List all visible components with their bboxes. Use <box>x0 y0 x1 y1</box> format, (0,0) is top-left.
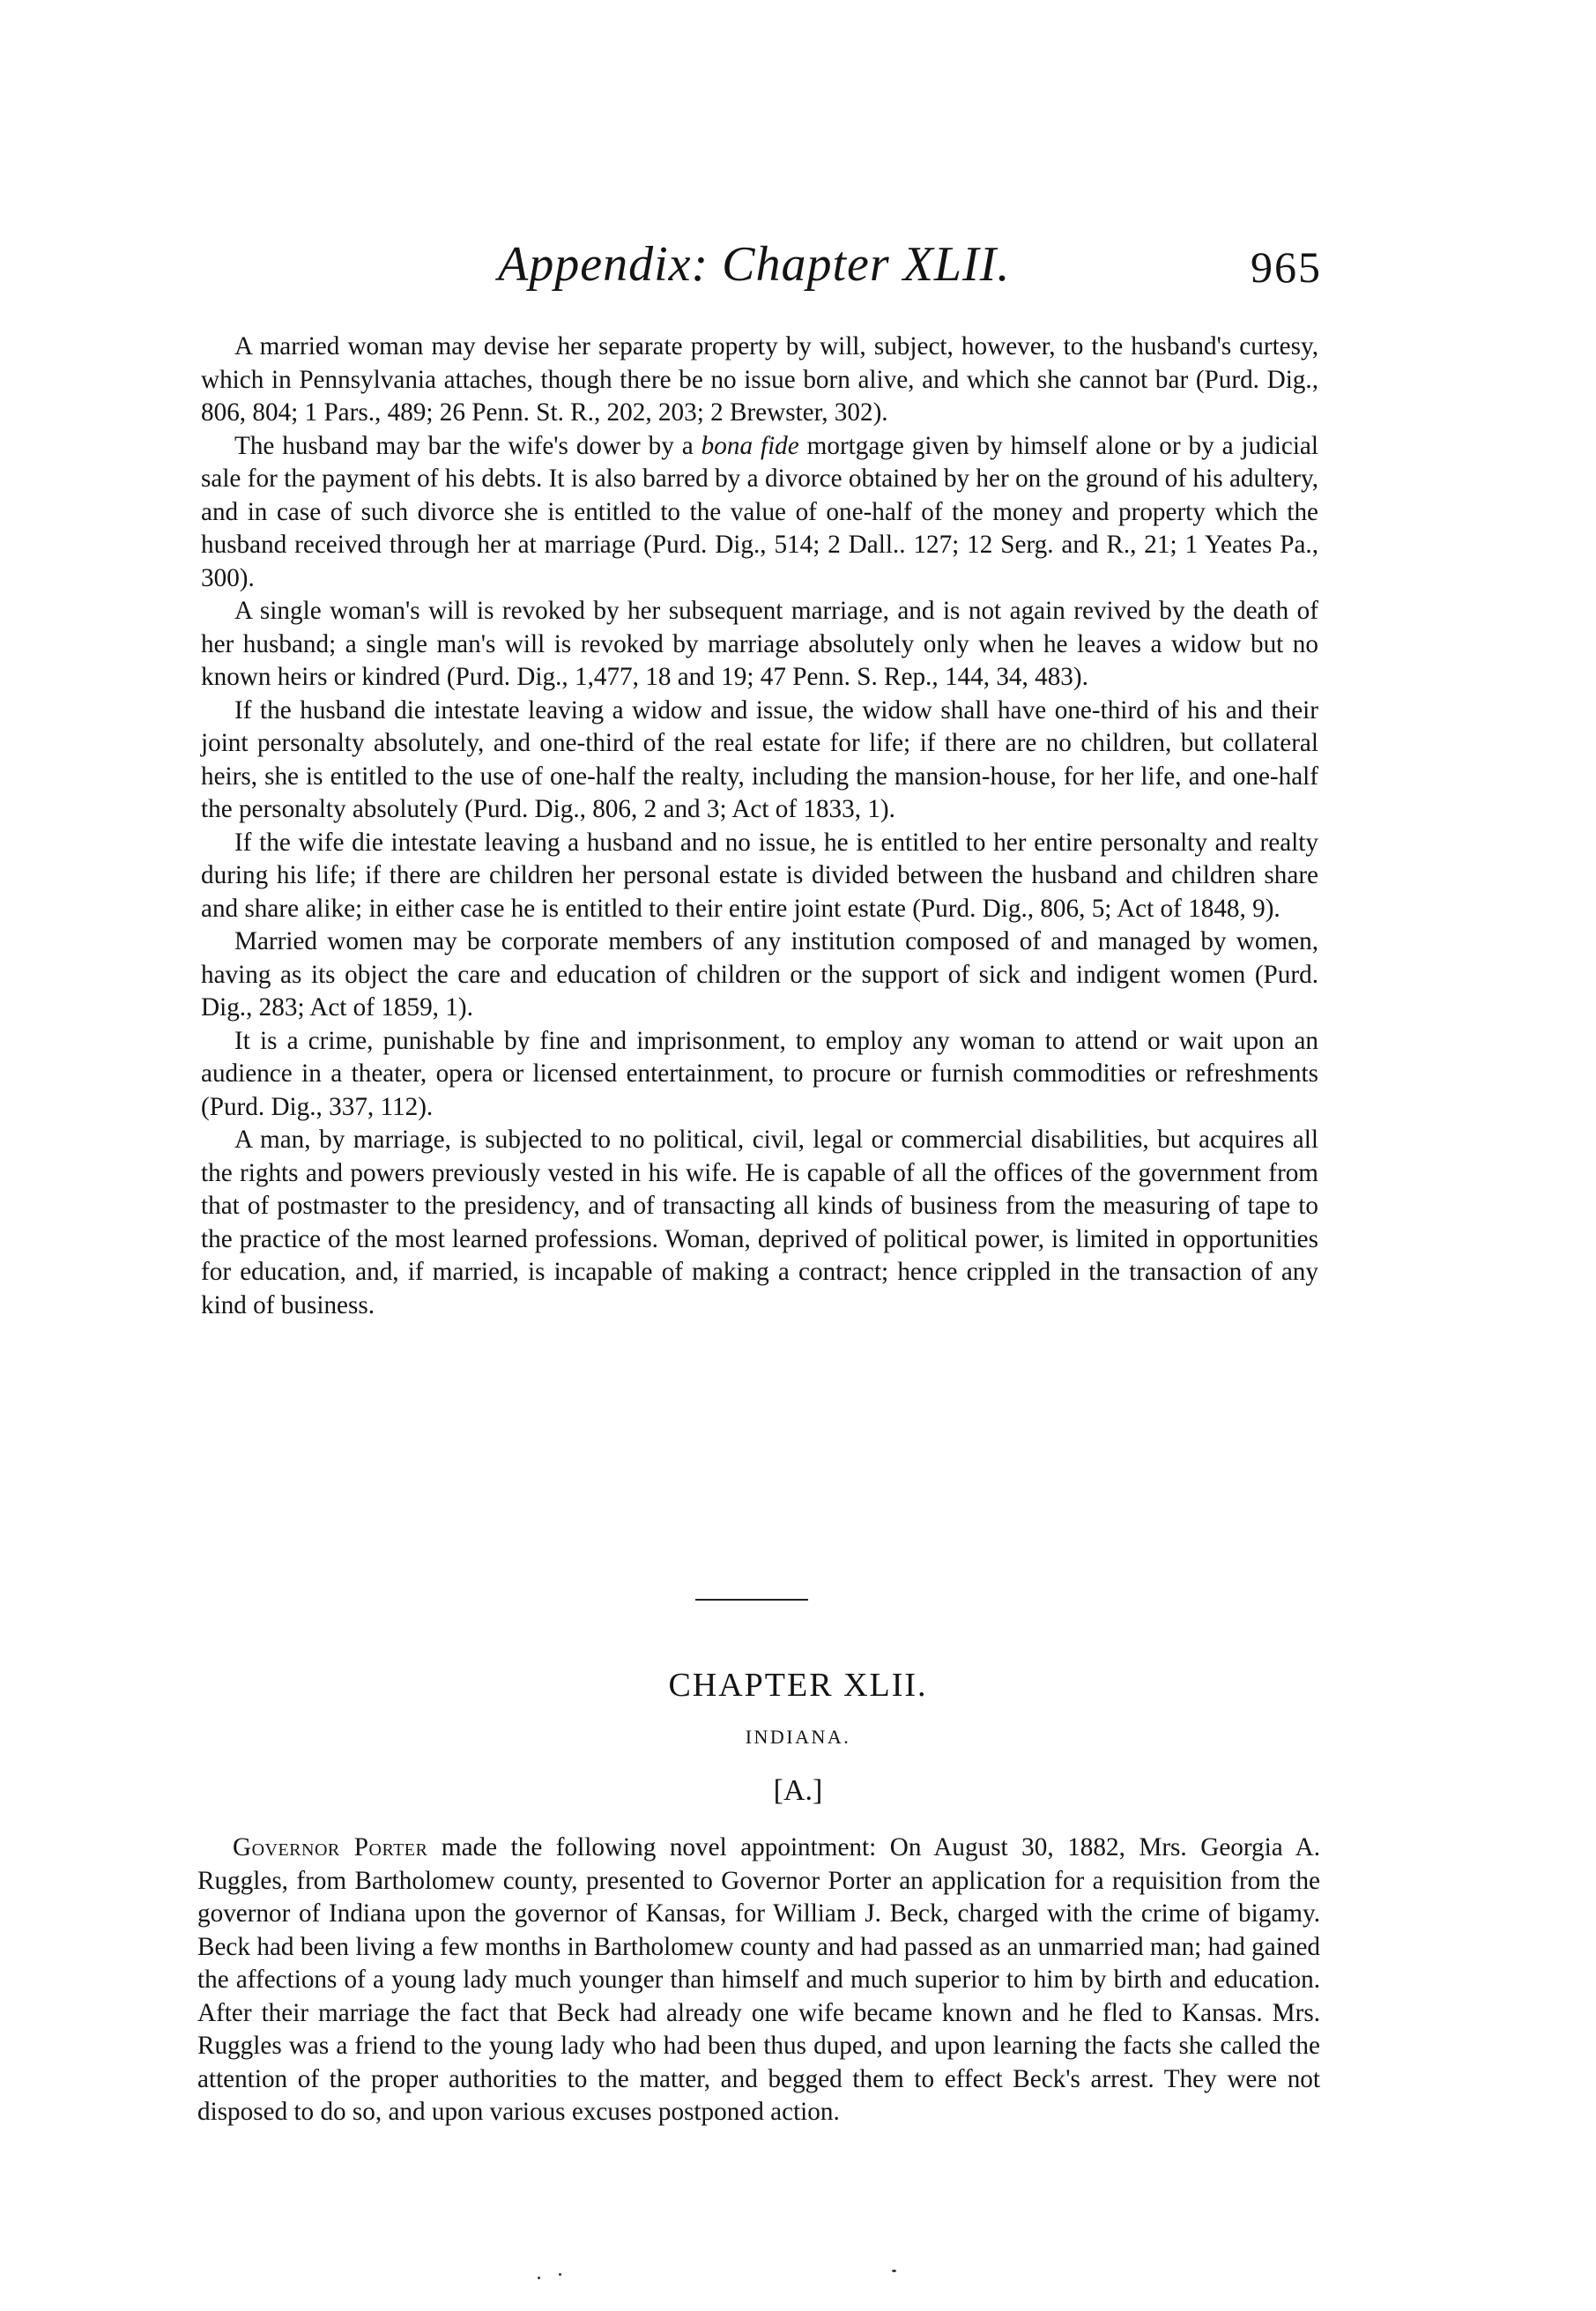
paragraph-dower-bar <box>201 430 1318 596</box>
paragraph-husband-intestate: If the husband die intestate leaving a widow and issue, the widow shall have one-third of his and their joint personalty absolutely, and one-third of the real estate for life; if there are no children, but collateral heirs, she is entitled to the use of one-half the realty, including the mansion-house, for her life, and one-half the personalty absolutely (Purd. Dig., 806, 2 and 3; Act of 1833, 1). <box>201 695 1318 823</box>
paragraph-governor-porter-text: made the following novel appointment: On August 30, 1882, Mrs. Georgia A. Ruggles, from Bartholomew county, presented to Governor Porter an application for a requisition from the governor of Indiana upon the governor of Kansas, for William J. Beck, charged with the crime of bigamy. Beck had been living a few months in Bartholomew county and had passed as an unmarried man; had gained the affections of a young lady much younger than himself and much superior to him by birth and education. After their marriage the fact that Beck had already one wife became known and he fled to Kansas. Mrs. Ruggles was a friend to the young lady who had been thus duped, and upon learning the facts she called the attention of the proper authorities to the matter, and begged them to effect Beck's arrest. They were not disposed to do so, and upon various excuses postponed action. <box>197 1833 1321 2126</box>
running-title: Appendix: Chapter XLII. <box>498 237 1011 292</box>
paragraph-wife-intestate: If the wife die intestate leaving a husband and no issue, he is entitled to her entire personalty and realty during his life; if there are children her personal estate is divided between the husband and children share and share alike; in either case he is entitled to their entire joint estate (Purd. Dig., 806, 5; Act of 1848, 9). <box>201 828 1318 923</box>
bona-fide-italic: bona fide <box>701 431 799 460</box>
governor-porter-smallcaps: Governor Porter <box>233 1833 428 1861</box>
print-speck <box>892 2270 896 2272</box>
page-number: 965 <box>1251 242 1322 292</box>
print-speck <box>559 2273 561 2276</box>
paragraph-corporate-members: Married women may be corporate members of any institution composed of and managed by women, having as its object the care and education of children or the support of sick and indigent women (Purd. Dig., 283; Act of 1859, 1). <box>201 927 1318 1022</box>
paragraph-dower-bar-start: The husband may bar the wife's dower by a <box>234 431 701 460</box>
print-speck <box>538 2277 540 2279</box>
paragraph-will-revoked: A single woman's will is revoked by her subsequent marriage, and is not again revived by the death of her husband; a single man's will is revoked by marriage absolutely only when he leaves a widow but no known heirs or kindred (Purd. Dig., 1,477, 18 and 19; 47 Penn. S. Rep., 144, 34, 483). <box>201 597 1318 691</box>
section-marker: [A.] <box>773 1774 823 1807</box>
paragraph-dower-bar-end: mortgage given by himself alone or by a judicial sale for the payment of his debts. It is also barred by a divorce obtained by her on the ground of his adultery, and in case of such divorce she is entitled to the value of one-half of the money and property which the husband received through her at marriage (Purd. Dig., 514; 2 Dall.. 127; 12 Serg. and R., 21; 1 Yeates Pa., 300). <box>201 431 1318 592</box>
paragraph-devise-property: A married woman may devise her separate property by will, subject, however, to the husband's curtesy, which in Pennsylvania attaches, though there be no issue born alive, and which she cannot bar (Purd. Dig., 806, 804; 1 Pars., 489; 26 Penn. St. R., 202, 203; 2 Brewster, 302). <box>201 332 1318 427</box>
appendix-body <box>201 331 1318 1322</box>
state-heading: INDIANA. <box>745 1726 851 1748</box>
chapter-heading: CHAPTER XLII. <box>668 1667 928 1704</box>
paragraph-governor-porter <box>197 1832 1320 2129</box>
paragraph-man-marriage: A man, by marriage, is subjected to no political, civil, legal or commercial disabilities, but acquires all the rights and powers previously vested in his wife. He is capable of all the offices of the government from that of postmaster to the presidency, and of transacting all kinds of business from the measuring of tape to the practice of the most learned professions. Woman, deprived of political power, is limited in opportunities for education, and, if married, is incapable of making a contract; hence crippled in the transaction of any kind of business. <box>201 1126 1318 1319</box>
print-specks <box>538 2270 908 2287</box>
chapter-body <box>197 1832 1320 2129</box>
running-head <box>203 236 1322 307</box>
paragraph-theater-crime: It is a crime, punishable by fine and imprisonment, to employ any woman to attend or wait upon an audience in a theater, opera or licensed entertainment, to procure or furnish commodities or refreshments (Purd. Dig., 337, 112). <box>201 1026 1318 1121</box>
section-divider-rule <box>695 1599 808 1601</box>
